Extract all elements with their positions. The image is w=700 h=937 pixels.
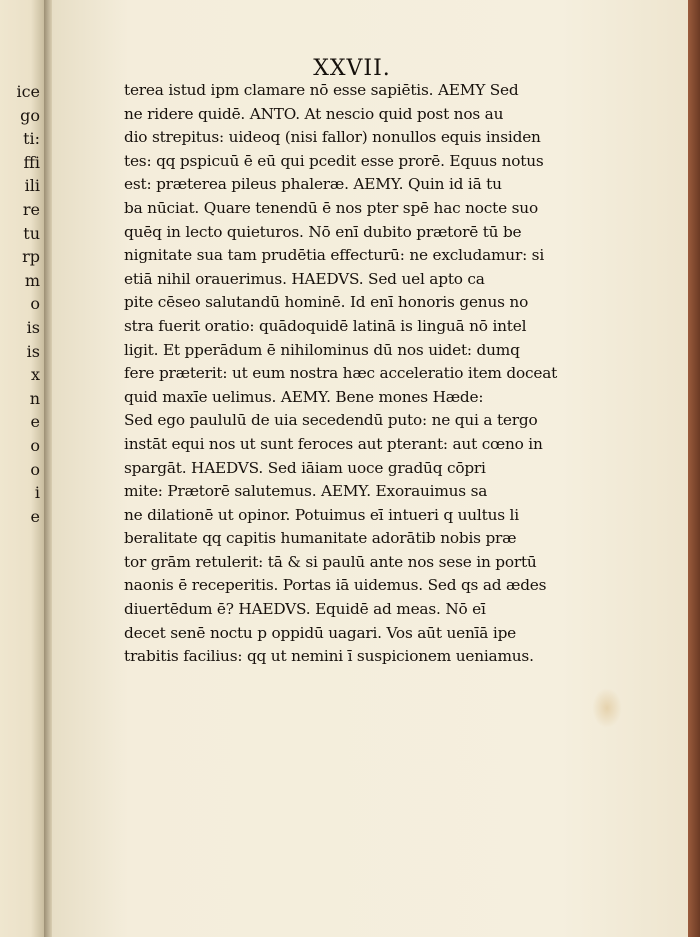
text-line: tes: qq pspicuū ē eū qui pcedit esse prorē. Equus notus <box>124 151 544 170</box>
text-line: naonis ē receperitis. Portas iā uidemus. Sed qs ad ædes <box>124 576 547 595</box>
text-line: ba nūciat. Quare tenendū ē nos pter spē hac nocte suo <box>124 198 538 217</box>
text-line: decet senē noctu p oppidū uagari. Vos aūt uenīā ipe <box>124 623 517 642</box>
text-line: trabitis facilius: qq ut nemini ī suspicionem ueniamus. <box>124 647 534 666</box>
text-line: pite cēseo salutandū hominē. Id enī honoris genus no <box>124 293 529 312</box>
text-line: mite: Prætorē salutemus. AEMY. Exorauimus sa <box>124 482 488 501</box>
left-page-fragment: m <box>24 270 40 290</box>
text-line: ne dilationē ut opinor. Potuimus eī intueri q uultus li <box>124 505 519 524</box>
left-page-fragment: o <box>30 459 40 479</box>
left-page-fragment: x <box>30 365 40 385</box>
text-line: ne ridere quidē. ANTO. At nescio quid post nos au <box>124 104 504 123</box>
text-line: Sed ego paululū de uia secedendū puto: ne qui a tergo <box>124 411 538 430</box>
left-page-fragment: n <box>29 388 40 408</box>
paper-stain <box>592 688 622 728</box>
left-page-fragment: ti: <box>23 129 40 149</box>
left-page-fragment: e <box>30 412 40 432</box>
text-line: fere præterit: ut eum nostra hæc acceleratio item doceat <box>124 364 558 383</box>
text-line: nignitate sua tam prudētia effecturū: ne excludamur: si <box>124 246 545 265</box>
text-line: beralitate qq capitis humanitate adorātib nobis præ <box>124 529 517 548</box>
text-line: instāt equi nos ut sunt feroces aut pterant: aut cœno in <box>124 434 543 453</box>
left-page-fragment: i <box>34 483 40 503</box>
text-block <box>124 79 558 669</box>
book-cover-edge <box>688 0 700 937</box>
text-line: diuertēdum ē? HAEDVS. Equidē ad meas. Nō eī <box>124 600 486 619</box>
text-line: quēq in lecto quieturos. Nō enī dubito prætorē tū be <box>124 222 522 241</box>
text-line: quid maxīe uelimus. AEMY. Bene mones Hæde: <box>124 387 484 406</box>
left-page-fragment: tu <box>23 223 40 243</box>
left-page-fragment: e <box>30 506 40 526</box>
text-line: spargāt. HAEDVS. Sed iāiam uoce gradūq cōpri <box>124 458 486 477</box>
text-line: est: præterea pileus phaleræ. AEMY. Quin id iā tu <box>124 175 502 194</box>
left-page-fragment: rp <box>22 247 40 267</box>
left-page-fragment: o <box>30 436 40 455</box>
left-page-edge <box>0 0 44 937</box>
left-page-fragment: ice <box>16 82 40 101</box>
text-line: terea istud ipm clamare nō esse sapiētis. AEMY Sed <box>124 81 519 99</box>
folio-number: XXVII. <box>313 56 391 81</box>
left-page-fragment: is <box>26 318 40 337</box>
left-page-fragment: re <box>22 200 40 219</box>
text-line: ligit. Et pperādum ē nihilominus dū nos uidet: dumq <box>124 340 520 359</box>
text-line: etiā nihil orauerimus. HAEDVS. Sed uel apto ca <box>124 269 485 288</box>
left-page-fragment: ffi <box>23 152 40 172</box>
book-gutter <box>44 0 52 937</box>
left-page-fragment: go <box>20 105 40 125</box>
left-page-fragment: o <box>30 294 40 314</box>
text-line: tor grām retulerit: tā & si paulū ante nos sese in portū <box>124 552 537 571</box>
text-line: stra fuerit oratio: quādoquidē latinā is linguā nō intel <box>124 316 527 335</box>
left-page-fragment: ili <box>24 176 40 196</box>
text-line: dio strepitus: uideoq (nisi fallor) nonullos equis insiden <box>124 128 541 147</box>
left-page-fragment: is <box>26 341 40 361</box>
right-page <box>52 0 688 937</box>
